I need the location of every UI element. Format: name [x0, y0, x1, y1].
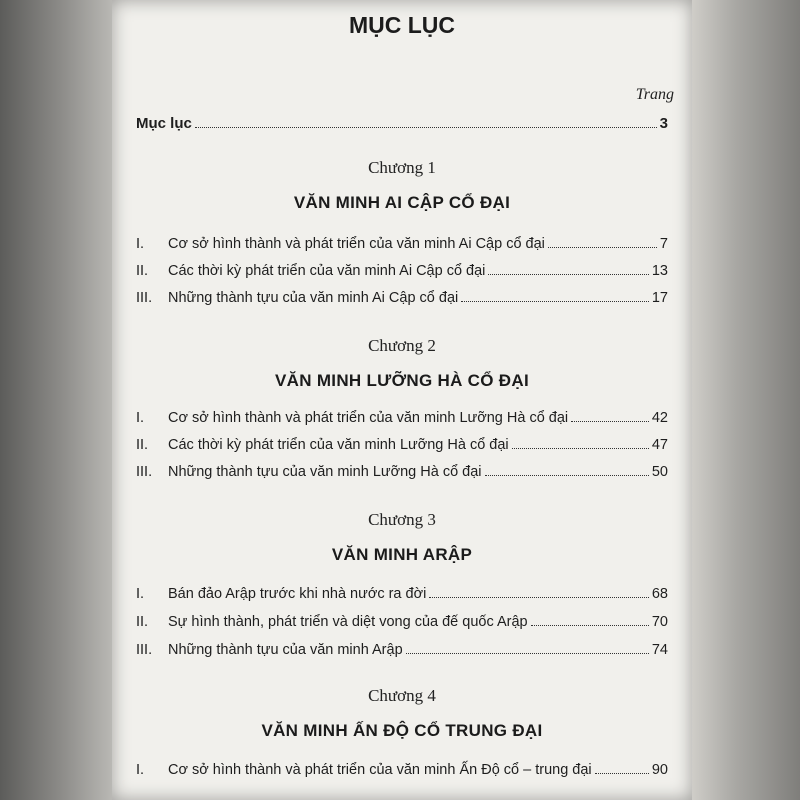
toc-entry-text: Những thành tựu của văn minh Ai Cập cổ đại [168, 290, 459, 306]
toc-entry-page: 50 [651, 464, 668, 480]
book-page-edge [692, 0, 800, 800]
chapter-title: VĂN MINH ẤN ĐỘ CỔ TRUNG ĐẠI [261, 721, 543, 740]
toc-entry-number: I. [136, 586, 145, 602]
toc-entry [136, 642, 668, 658]
book-spine-shadow [0, 0, 112, 800]
toc-entry-number: III. [136, 642, 153, 658]
toc-entry-number: I. [136, 762, 145, 778]
toc-page [112, 0, 692, 800]
toc-entry-page: 90 [651, 762, 668, 778]
dot-leader [488, 274, 648, 275]
toc-entry-page: 42 [651, 410, 668, 426]
chapter-label: Chương 4 [368, 686, 436, 705]
dot-leader [485, 475, 649, 476]
toc-entry-page: 47 [651, 437, 668, 453]
chapter-title: VĂN MINH AI CẬP CỔ ĐẠI [293, 193, 511, 212]
toc-entry [136, 586, 668, 602]
toc-entry-number: I. [136, 410, 145, 426]
dot-leader [195, 127, 657, 128]
toc-entry [136, 437, 668, 453]
chapter-title: VĂN MINH ARẬP [331, 545, 473, 564]
page-column-label: Trang [635, 86, 674, 103]
toc-entry-number: II. [136, 263, 149, 279]
page-title: MỤC LỤC [348, 12, 456, 38]
chapter-label: Chương 3 [368, 510, 436, 529]
toc-entry-contents [136, 115, 668, 132]
toc-entry-text: Các thời kỳ phát triển của văn minh Ai Cập cổ đại [168, 263, 486, 279]
toc-entry [136, 762, 668, 778]
dot-leader [406, 653, 649, 654]
toc-entry-text: Mục lục [136, 115, 192, 132]
toc-entry-text: Cơ sở hình thành và phát triển của văn minh Lưỡng Hà cổ đại [168, 410, 569, 426]
chapter-label: Chương 1 [368, 158, 436, 177]
toc-entry-text: Những thành tựu của văn minh Arập [168, 642, 403, 658]
toc-entry-text: Các thời kỳ phát triển của văn minh Lưỡng Hà cổ đại [168, 437, 509, 453]
toc-entry-number: III. [136, 290, 153, 306]
toc-entry-page: 3 [659, 115, 668, 132]
dot-leader [548, 247, 657, 248]
dot-leader [461, 301, 649, 302]
toc-entry [136, 464, 668, 480]
toc-entry-page: 13 [651, 263, 668, 279]
toc-entry [136, 236, 668, 252]
toc-entry-number: III. [136, 464, 153, 480]
dot-leader [571, 421, 649, 422]
toc-entry-text: Sự hình thành, phát triển và diệt vong của đế quốc Arập [168, 614, 528, 630]
toc-entry-text: Những thành tựu của văn minh Lưỡng Hà cổ đại [168, 464, 482, 480]
toc-entry-number: I. [136, 236, 145, 252]
dot-leader [512, 448, 649, 449]
chapter-label: Chương 2 [368, 336, 436, 355]
toc-entry-page: 74 [651, 642, 668, 658]
dot-leader [531, 625, 649, 626]
toc-entry-number: II. [136, 614, 149, 630]
toc-entry-page: 68 [651, 586, 668, 602]
toc-entry [136, 410, 668, 426]
dot-leader [595, 773, 649, 774]
chapter-title: VĂN MINH LƯỠNG HÀ CỔ ĐẠI [275, 371, 529, 390]
dot-leader [429, 597, 649, 598]
toc-entry-text: Bán đảo Arập trước khi nhà nước ra đời [168, 586, 427, 602]
toc-entry [136, 263, 668, 279]
toc-entry-page: 70 [651, 614, 668, 630]
toc-entry-number: II. [136, 437, 149, 453]
toc-entry-page: 7 [659, 236, 668, 252]
toc-entry [136, 614, 668, 630]
toc-entry-text: Cơ sở hình thành và phát triển của văn minh Ấn Độ cổ – trung đại [168, 762, 592, 778]
toc-entry-page: 17 [651, 290, 668, 306]
toc-entry [136, 290, 668, 306]
toc-entry-text: Cơ sở hình thành và phát triển của văn minh Ai Cập cổ đại [168, 236, 545, 252]
